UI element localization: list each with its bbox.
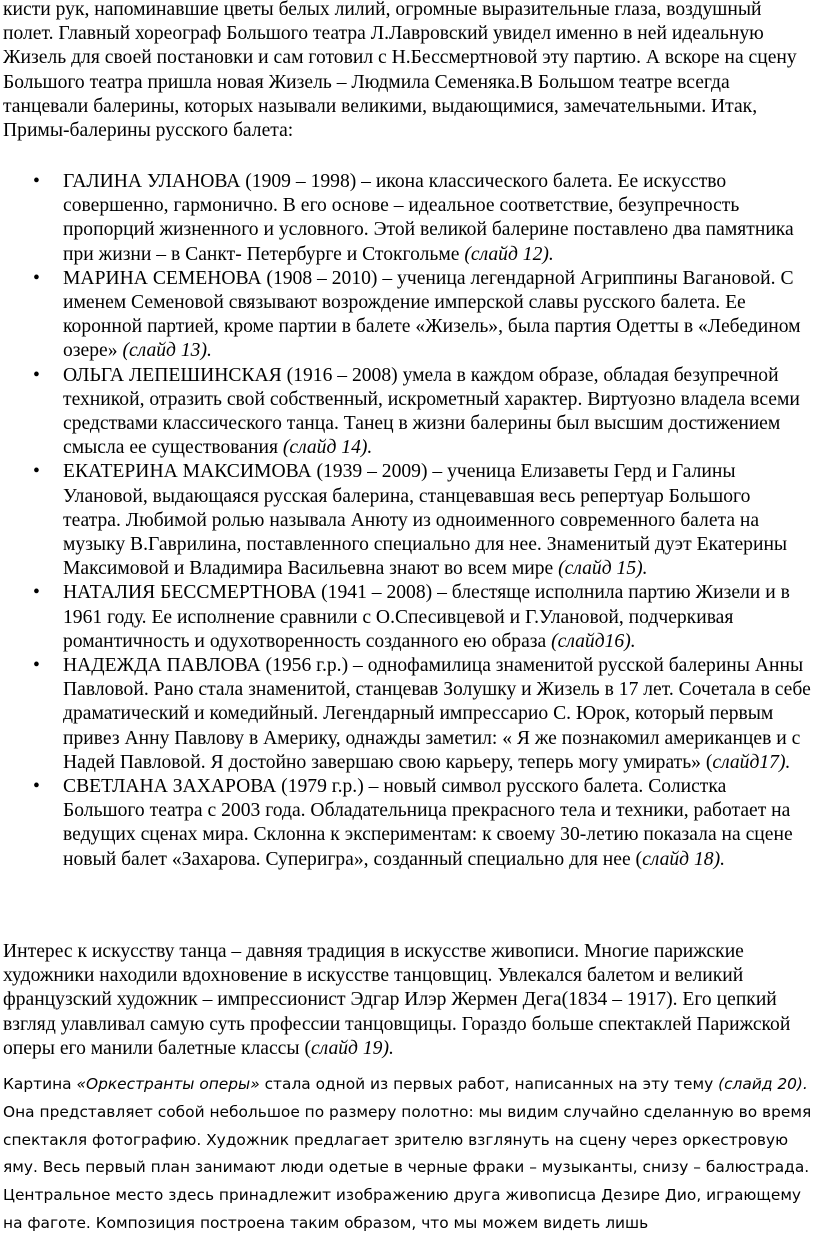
list-item — [0, 267, 811, 364]
list-item-text: ЕКАТЕРИНА МАКСИМОВА (1939 – 2009) – ученица Елизаветы Герд и Галины Улановой, выдающаяся русская балерина, станцевавшая весь репертуар Большого театра. Любимой ролью называла Анюту из одноименного современного балета на музыку В.Гаврилина, поставленного специально для нее. Знаменитый дуэт Екатерины Максимовой и Владимира Васильевна знают во всем мире — [63, 461, 788, 580]
list-item-text: ОЛЬГА ЛЕПЕШИНСКАЯ (1916 – 2008) умела в каждом образе, обладая безупречной техникой, отразить свой собственный, искрометный характер. Виртуозно владела всеми средствами классического танца. Танец в жизни балерины был высшим достижением смысла ее существования — [63, 364, 800, 459]
intro-paragraph: кисти рук, напоминавшие цветы белых лилий, огромные выразительные глаза, воздушный полет. Главный хореограф Большого театра Л.Лавровский увидел именно в ней идеальную Жизель для своей постановки и сам готовил с Н.Бессмертновой эту партию. А вскоре на сцену Большого театра пришла новая Жизель – Людмила Семеняка.В Большом театре всегда танцевали балерины, которых называли великими, выдающимися, замечательными. Итак, Примы-балерины русского балета: — [3, 0, 797, 142]
list-item-text: МАРИНА СЕМЕНОВА (1908 – 2010) – ученица легендарной Агриппины Вагановой. С именем Семеновой связывают возрождение имперской славы русского балета. Ее коронной партией, кроме партии в балете «Жизель», была партия Одетты в «Лебедином озере» — [63, 267, 801, 362]
degas-paragraph — [3, 940, 811, 1061]
list-item — [0, 170, 811, 267]
bullet-icon: • — [33, 171, 40, 192]
list-item-text: НАДЕЖДА ПАВЛОВА (1956 г.р.) – однофамилица знаменитой русской балерины Анны Павловой. Рано стала знаменитой, станцевав Золушку и Жизель в 17 лет. Сочетала в себе драматический и комедийный. Легендарный импрессарио С. Юрок, который первым привез Анну Павлову в Америку, однажды заметил: « Я же познакомил американцев и с Надей Павловой. Я достойно завершаю свою карьеру, теперь могу умирать» ( — [63, 655, 811, 773]
slide-reference: (слайд16). — [551, 630, 636, 652]
slide-reference: (слайд 20). — [718, 1075, 808, 1093]
list-item-text: СВЕТЛАНА ЗАХАРОВА (1979 г.р.) – новый символ русского балета. Солистка Большого театра с 2003 года. Обладательница прекрасного тела и техники, работает на ведущих сценах мира. Склонна к экспериментам: к своему 30-летию показала на сцене новый балет «Захарова. Суперигра», созданный специально для нее ( — [63, 776, 793, 870]
list-item — [0, 654, 811, 775]
slide-reference: (слайд 14). — [282, 437, 373, 459]
slide-reference: (слайд 13). — [122, 340, 212, 362]
bullet-icon: • — [33, 461, 40, 483]
bullet-icon: • — [33, 364, 40, 386]
bullet-icon: • — [33, 655, 40, 677]
paragraph-text: Картина — [3, 1075, 77, 1093]
list-item — [0, 775, 811, 872]
slide-reference: слайд17). — [712, 751, 791, 773]
bullet-icon: • — [33, 582, 40, 604]
slide-reference: слайд 18). — [642, 848, 725, 870]
bullet-icon: • — [33, 267, 40, 289]
slide-reference: (слайд 15). — [558, 558, 648, 580]
ballerina-list — [0, 170, 811, 872]
list-item — [0, 364, 811, 461]
painting-title: «Оркестранты оперы» — [76, 1075, 260, 1093]
list-item — [0, 581, 811, 654]
paragraph-text: Она представляет собой небольшое по размеру полотно: мы видим случайно сделанную во время спектакля фотографию. Художник предлагает зрителю взглянуть на сцену через оркестровую яму. Весь первый план занимают люди одетые в черные фраки – музыканты, снизу – балюстрада. Центральное место здесь принадлежит изображению друга живописца Дезире Дио, играющему на фаготе. Композиция построена таким образом, что мы можем видеть лишь — [3, 1102, 812, 1232]
list-item-text: НАТАЛИЯ БЕССМЕРТНОВА (1941 – 2008) – блестяще исполнила партию Жизели и в 1961 году. Ее исполнение сравнили с О.Спесивцевой и Г.Улановой, подчеркивая романтичность и одухотворенность созданного ею образа — [63, 582, 790, 652]
list-item-text: ГАЛИНА УЛАНОВА (1909 – 1998) – икона классического балета. Ее искусство совершенно, гармонично. В его основе – идеальное соответствие, безупречность пропорций жизненного и условного. Этой великой балерине поставлено два памятника при жизни – в Санкт- Петербурге и Стокгольме — [63, 171, 794, 265]
slide-reference: слайд 19). — [310, 1037, 394, 1059]
paragraph-text: Интерес к искусству танца – давняя традиция в искусстве живописи. Многие парижские художники находили вдохновение в искусстве танцовщиц. Увлекался балетом и великий французский художник – импрессионист Эдгар Илэр Жермен Дега(1834 – 1917). Его цепкий взгляд улавливал самую суть профессии танцовщицы. Гораздо больше спектаклей Парижской оперы его манили балетные классы ( — [3, 941, 791, 1059]
slide-reference: (слайд 12). — [464, 243, 554, 265]
list-item — [0, 460, 811, 581]
paragraph-text: стала одной из первых работ, написанных на эту тему — [259, 1075, 719, 1093]
bullet-icon: • — [33, 776, 40, 798]
painting-paragraph — [3, 1071, 813, 1238]
